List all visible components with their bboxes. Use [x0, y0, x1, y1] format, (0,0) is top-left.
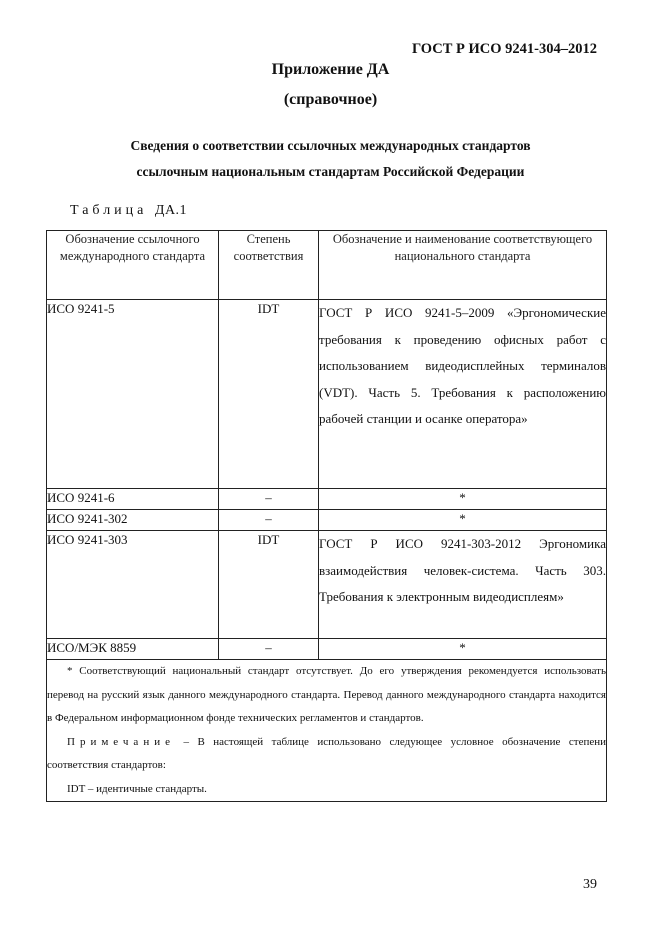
cell-degree: – [219, 489, 319, 510]
column-header-international-standard: Обозначение ссылочного международного стандарта [47, 231, 219, 300]
cell-international-standard: ИСО 9241-5 [47, 300, 219, 489]
cell-degree: – [219, 510, 319, 531]
cell-national-standard: * [319, 639, 607, 660]
table-row [47, 639, 607, 660]
document-standard-id: ГОСТ Р ИСО 9241-304–2012 [411, 41, 597, 57]
cell-national-standard: ГОСТ Р ИСО 9241-303-2012 Эргономика взаимодействия человек-система. Часть 303. Требования к электронным видеодисплеям» [319, 531, 607, 639]
note-definition: IDT – идентичные стандарты. [67, 782, 207, 795]
cell-degree: IDT [219, 531, 319, 639]
cell-degree: – [219, 639, 319, 660]
footnote: * Соответствующий национальный стандарт отсутствует. До его утверждения рекомендуется использовать перевод на русский язык данного международного стандарта. Перевод данного международного стандарта находится в Федеральном информационном фонде технических регламентов и стандартов. [47, 665, 606, 724]
cell-national-standard: ГОСТ Р ИСО 9241-5–2009 «Эргономические требования к проведению офисных работ с использованием видеодисплейных терминалов (VDT). Часть 5. Требования к расположению рабочей станции и осанке оператора» [319, 300, 607, 489]
table-footer-row [47, 660, 607, 802]
table-row [47, 489, 607, 510]
table-row [47, 300, 607, 489]
cell-international-standard: ИСО/МЭК 8859 [47, 639, 219, 660]
section-title-line1: Сведения о соответствии ссылочных международных стандартов [130, 138, 531, 153]
table-caption [70, 203, 187, 219]
table-row [47, 510, 607, 531]
page-number: 39 [583, 877, 597, 892]
section-title-line2: ссылочным национальным стандартам Российской Федерации [136, 164, 525, 179]
cell-international-standard: ИСО 9241-302 [47, 510, 219, 531]
cell-international-standard: ИСО 9241-303 [47, 531, 219, 639]
cell-degree: IDT [219, 300, 319, 489]
cell-international-standard: ИСО 9241-6 [47, 489, 219, 510]
note-label: Примечание [67, 735, 175, 748]
column-header-degree: Степень соответствия [219, 231, 319, 300]
table-caption-word: Таблица [70, 203, 148, 218]
column-header-national-standard: Обозначение и наименование соответствующего национального стандарта [319, 231, 607, 300]
note [47, 731, 606, 778]
appendix-title: Приложение ДА [271, 61, 390, 78]
table-footer [47, 660, 607, 802]
correspondence-table [46, 230, 607, 802]
cell-national-standard: * [319, 489, 607, 510]
note-text: – В настоящей таблице использовано следующее условное обозначение степени соответствия стандартов: [47, 735, 607, 771]
table-header-row [47, 231, 607, 300]
table-caption-number: ДА.1 [154, 203, 188, 218]
cell-national-standard: * [319, 510, 607, 531]
appendix-type: (справочное) [283, 91, 378, 108]
table-row [47, 531, 607, 639]
